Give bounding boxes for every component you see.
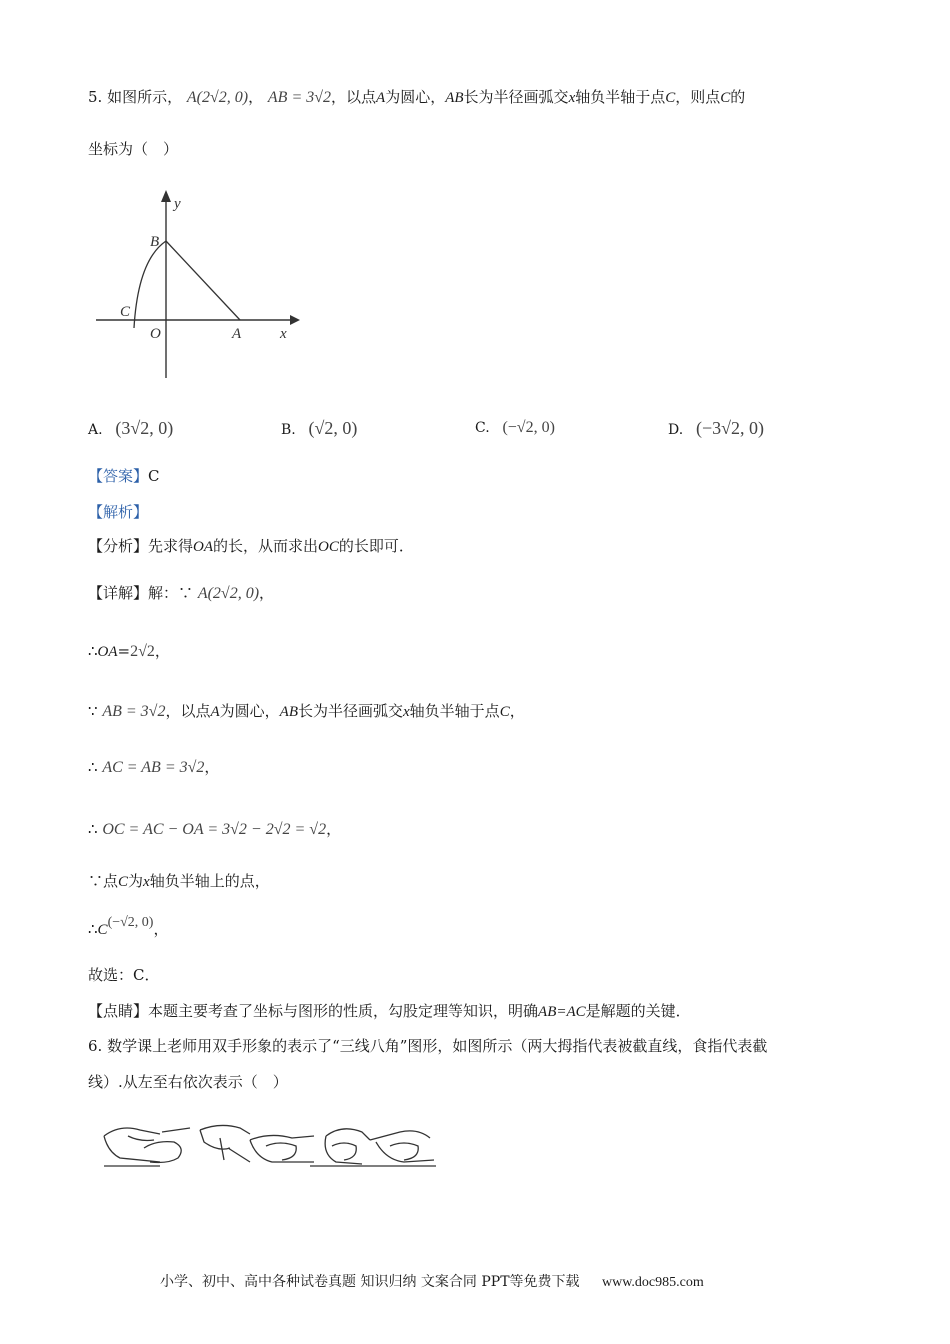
answer-line [88,465,160,487]
option-c[interactable]: C. (−√2, 0) [475,419,555,436]
detail-line8: 故选：C． [88,966,160,984]
label-A: A [232,326,242,342]
option-b[interactable]: B. (√2, 0) [281,418,358,438]
detail-line2: ∴OA=2√2， [88,642,170,660]
question-5-line1: 5. 如图所示， A(2√2, 0)， AB = 3√2，以点A为圆心，AB长为半径画弧交x轴负半轴于点C，则点C的 [88,88,746,106]
analysis-tag: 【解析】 [88,503,149,521]
footer-text: 小学、初中、高中各种试卷真题 知识归纳 文案合同 PPT等免费下载 www.doc985.com [160,1274,704,1290]
label-C: C [120,304,131,320]
detail-line5: ∴ OC = AC − OA = 3√2 − 2√2 = √2， [88,820,342,838]
y-axis-arrow-icon [161,190,171,202]
answer-tag: 【答案】 [88,467,149,485]
hands-pair-2 [200,1125,314,1162]
question-5-line2: 坐标为（ ） [88,140,179,158]
option-a[interactable]: A. (3√2, 0) [88,418,174,438]
label-x: x [280,326,287,342]
detail-line1: 【详解】解：∵ A(2√2, 0)， [88,584,275,602]
math-AB-eq: AB = 3√2 [267,89,332,106]
detail-line3: ∵ AB = 3√2，以点A为圆心，AB长为半径画弧交x轴负半轴于点C， [88,702,525,720]
question-6-line1: 6. 数学课上老师用双手形象的表示了“三线八角”图形，如图所示（两大拇指代表被截直线，食指代表截 [88,1037,768,1055]
coordinate-figure [90,188,310,388]
detail-line4: ∴ AC = AB = 3√2， [88,758,220,776]
answer-value: C [148,467,160,485]
fenxi-line: 【分析】先求得OA的长，从而求出OC的长即可． [88,537,414,555]
label-B: B [150,234,160,250]
label-y: y [174,196,181,212]
detail-line6: ∵点C为x轴负半轴上的点， [88,872,270,890]
question-6-line2: 线）.从左至右依次表示（ ） [88,1073,288,1091]
dianjing-line: 【点睛】本题主要考查了坐标与图形的性质，勾股定理等知识，明确AB=AC是解题的关键． [88,1002,691,1020]
label-O: O [150,326,161,342]
x-axis-arrow-icon [290,315,300,325]
hands-pair-3 [310,1129,436,1166]
hands-pair-1 [104,1128,190,1166]
segment-AB [166,241,240,320]
footer-url[interactable]: www.doc985.com [601,1275,704,1290]
math-A-coord: A(2√2, 0) [186,89,249,106]
detail-line7: ∴C(−√2, 0)， [88,915,169,938]
option-d[interactable]: D. (−3√2, 0) [668,418,764,438]
hands-illustration [100,1118,440,1174]
arc-BC [134,241,166,328]
